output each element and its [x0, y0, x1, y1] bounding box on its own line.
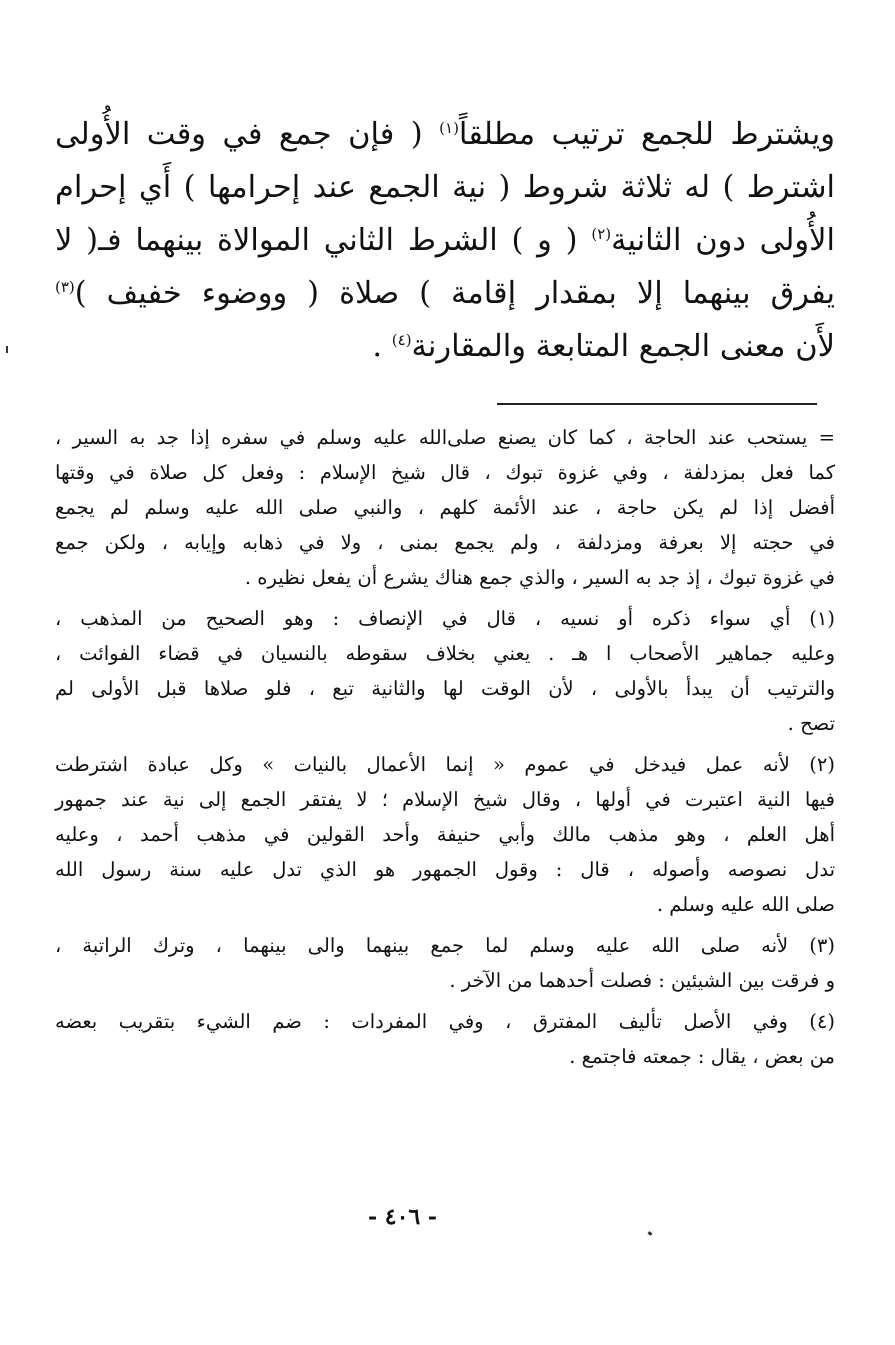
footnote-3 — [55, 928, 835, 998]
footnote-ref-3[interactable]: (٣) — [55, 277, 75, 296]
main-text-segment: يفرق بينهما إلا بمقدار إقامة ) صلاة ( ووضوء خفيف ) — [74, 276, 835, 311]
footnote-line: في غزوة تبوك ، إذ جد به السير ، والذي جمع هناك يشرع أن يفعل نظيره . — [244, 566, 835, 589]
footnote-line: تصح . — [787, 712, 835, 735]
footnote-line: تدل نصوصه وأصوله ، قال : وقول الجمهور هو الذي تدل عليه سنة رسول الله — [55, 858, 835, 881]
footnote-line: صلى الله عليه وسلم . — [656, 893, 835, 916]
footnote-1 — [55, 601, 835, 741]
footnote-2 — [55, 747, 835, 922]
footnote-line: (٤) وفي الأصل تأليف المفترق ، وفي المفردات : ضم الشيء بتقريب بعضه — [55, 1010, 835, 1033]
footnote-line: فيها النية اعتبرت في أولها ، وقال شيخ الإسلام ؛ لا يفتقر الجمع إلى نية عند جمهور — [55, 788, 835, 811]
footnote-line: = يستحب عند الحاجة ، كما كان يصنع صلى‌الله عليه وسلم في سفره إذا جد به السير ، — [55, 426, 835, 449]
main-line-2: اشترط ) له ثلاثة شروط ( نية الجمع عند إحرامها ) أَي إحرام — [55, 170, 835, 205]
footnote-line: من بعض ، يقال : جمعته فاجتمع . — [569, 1045, 835, 1068]
footnote-line: كما فعل بمزدلفة ، وفي غزوة تبوك ، قال شيخ الإسلام : وفعل كل صلاة في وقتها — [55, 461, 835, 484]
footnote-line: والترتيب أن يبدأ بالأولى ، لأن الوقت لها والثانية تبع ، فلو صلاها قبل الأولى لم — [55, 677, 835, 700]
footnotes-block — [55, 420, 835, 1080]
main-paragraph — [55, 108, 835, 373]
page-number: - ٤٠٦ - — [367, 1204, 438, 1230]
footnote-ref-1[interactable]: (١) — [439, 118, 459, 137]
main-text-block — [55, 108, 835, 373]
main-text-segment: ويشترط للجمع ترتيب مطلقاً — [458, 117, 835, 152]
footnote-ref-4[interactable]: (٤) — [391, 330, 412, 349]
footnote-line: و فرقت بين الشيئين : فصلت أحدهما من الآخر . — [449, 969, 835, 992]
main-text-segment: الأُولى دون الثانية — [611, 223, 835, 258]
main-line-1 — [55, 108, 835, 161]
footnote-4 — [55, 1004, 835, 1074]
footnote-line: أفضل إذا لم يكن حاجة ، عند الأئمة كلهم ، والنبي صلى الله عليه وسلم لم يجمع — [55, 496, 835, 519]
margin-mark — [6, 346, 8, 353]
main-text-segment: . — [372, 329, 383, 364]
footnote-line: في حجته إلا بعرفة ومزدلفة ، ولم يجمع بمنى ، ولا في ذهابه وإيابه ، ولكن جمع — [55, 531, 835, 554]
main-line-5 — [55, 320, 835, 373]
footnote-line: (٣) لأنه صلى الله عليه وسلم لما جمع بينهما والى بينهما ، وترك الراتبة ، — [55, 934, 835, 957]
footnote-line: (١) أي سواء ذكره أو نسيه ، قال في الإنصاف : وهو الصحيح من المذهب ، — [55, 607, 835, 630]
main-text-segment: ( فإن جمع في وقت الأُولى — [55, 117, 423, 152]
main-text-segment: ( و ) الشرط الثاني الموالاة بينهما فـ( لا — [55, 223, 578, 258]
footnote-line: (٢) لأنه عمل فيدخل في عموم « إنما الأعمال بالنيات » وكل عبادة اشترطت — [55, 753, 835, 776]
footnote-ref-2[interactable]: (٢) — [591, 224, 612, 243]
footnote-line: أهل العلم ، وهو مذهب مالك وأبي حنيفة وأحد القولين في مذهب أحمد ، وعليه — [55, 823, 835, 846]
footnote-continuation — [55, 420, 835, 595]
footnote-line: وعليه جماهير الأصحاب ا هـ . يعني بخلاف سقوطه بالنسيان في قضاء الفوائت ، — [55, 642, 835, 665]
footnote-separator — [497, 403, 817, 405]
main-text-segment: لأَن معنى الجمع المتابعة والمقارنة — [411, 329, 835, 364]
stray-mark — [648, 1231, 653, 1236]
main-line-4 — [55, 267, 835, 320]
main-line-3 — [55, 214, 835, 267]
